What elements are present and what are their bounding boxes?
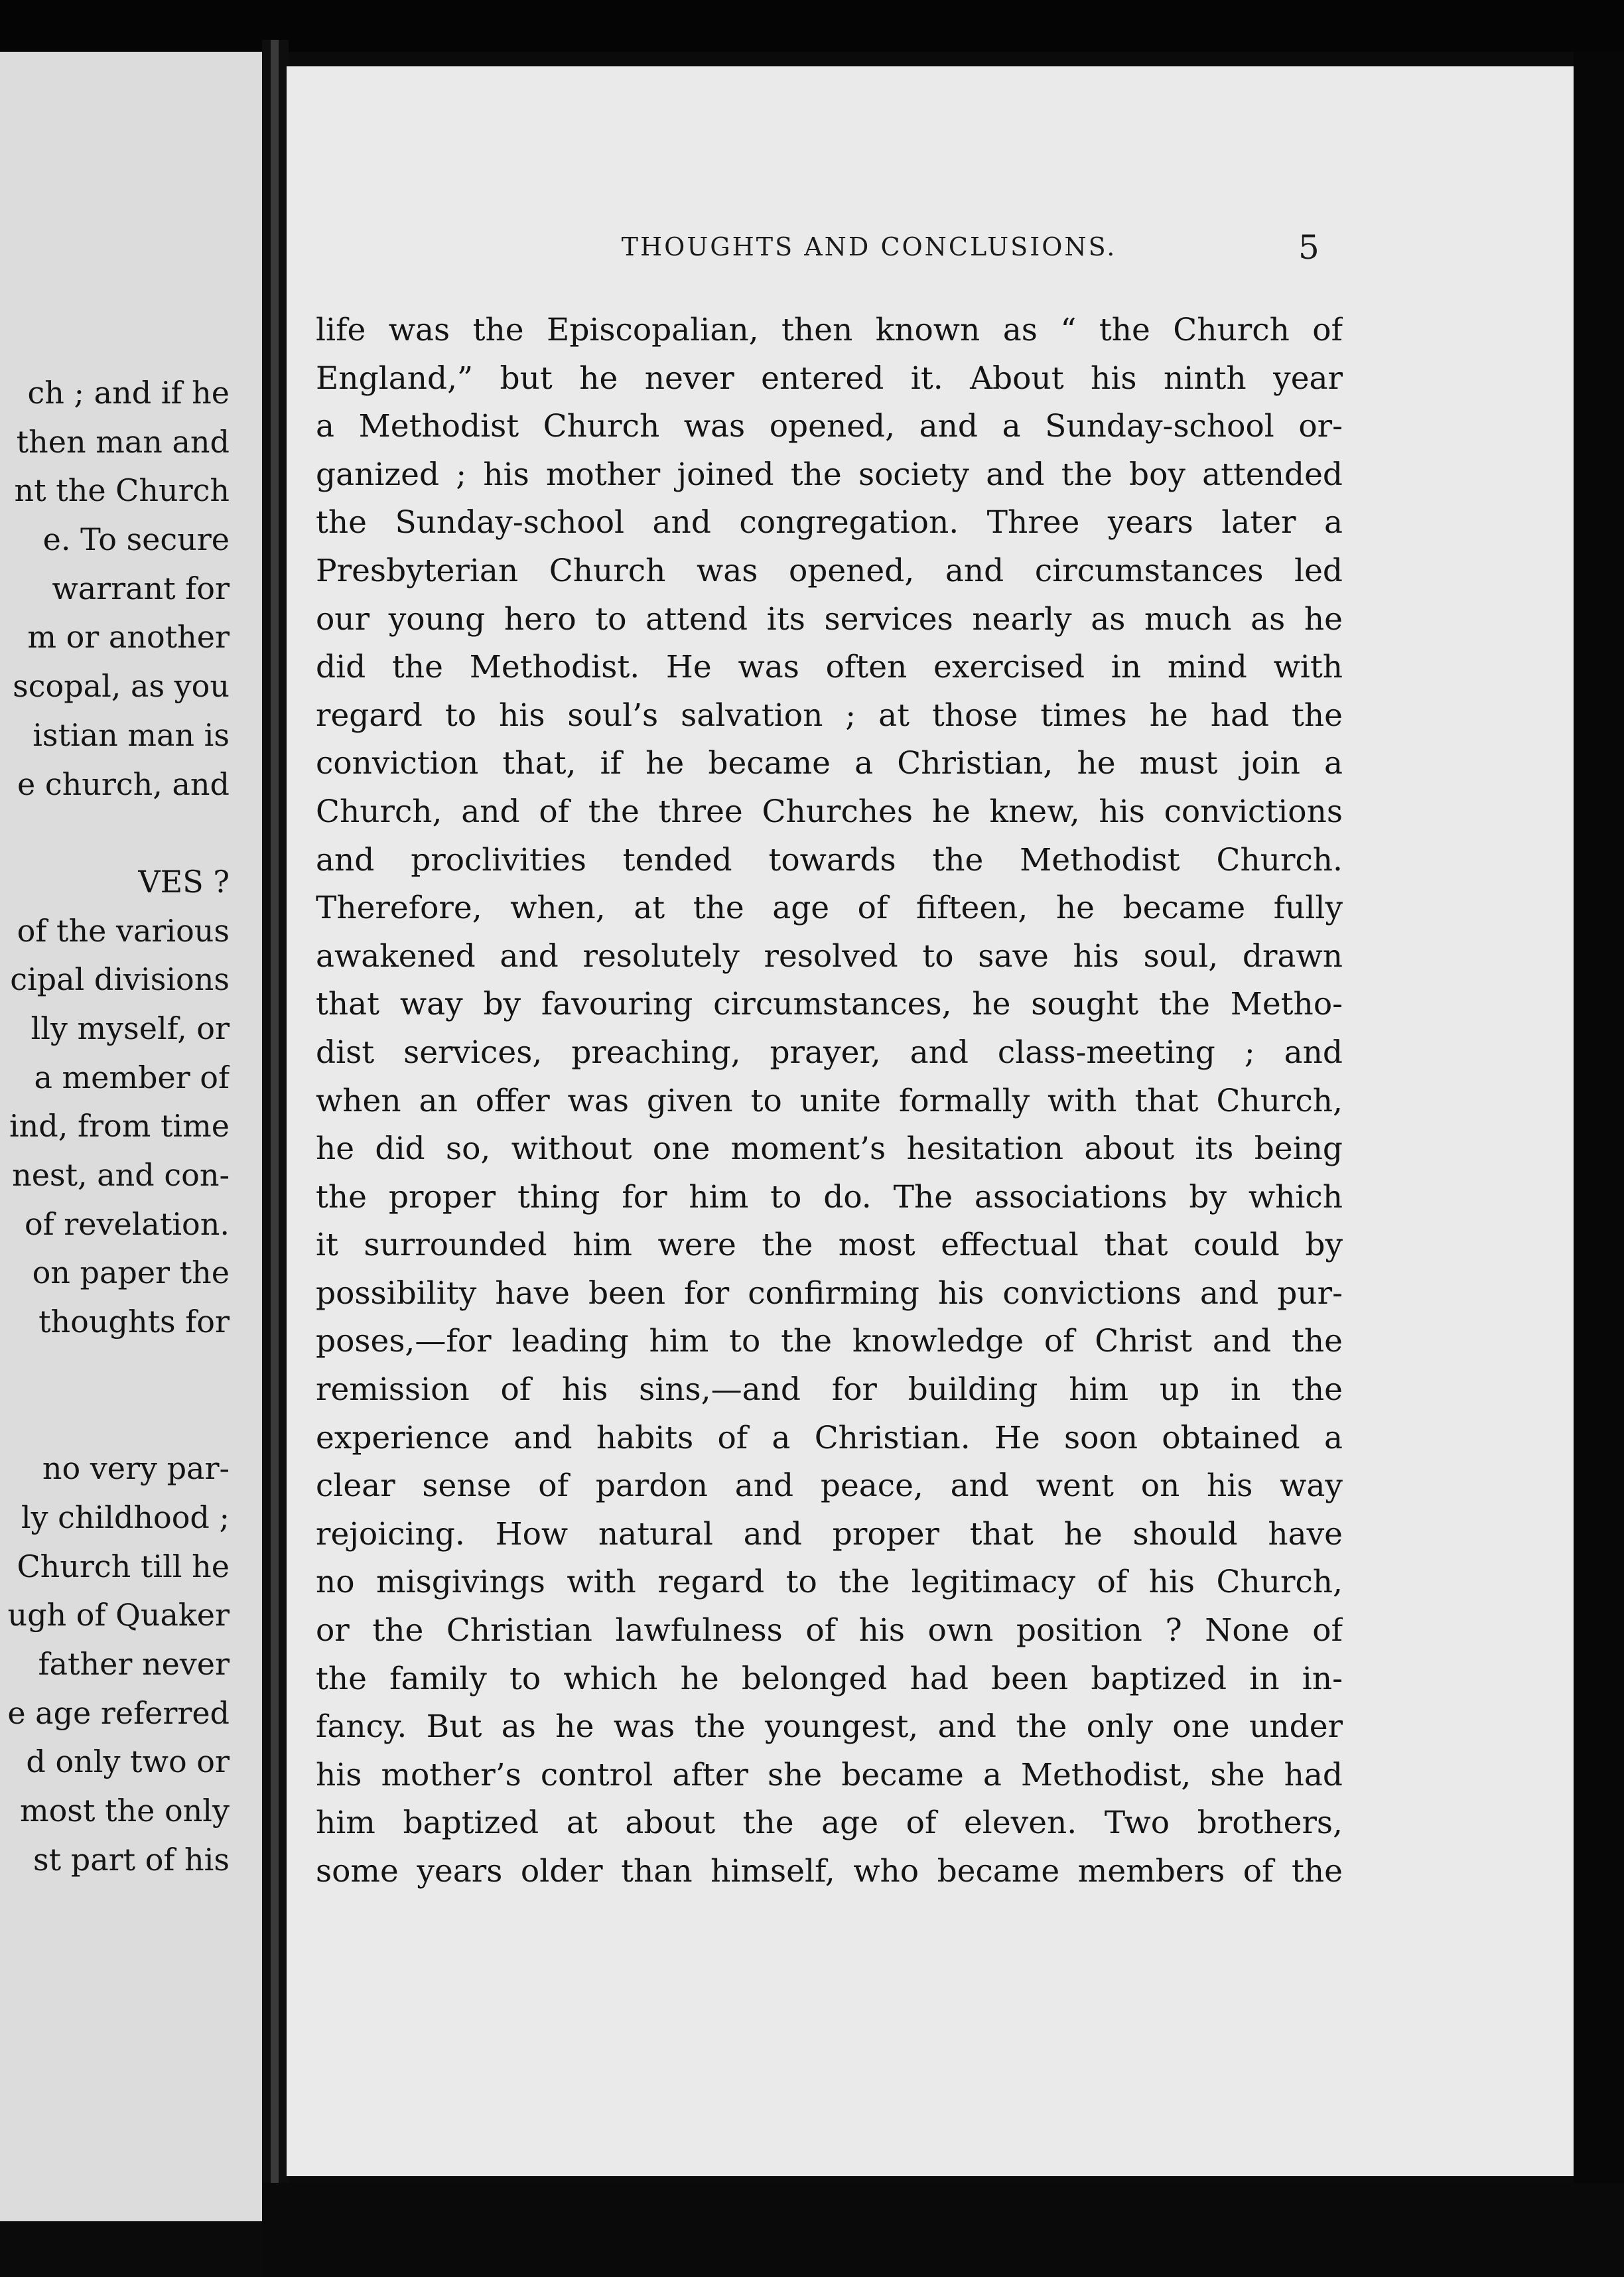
- text-line: that way by favouring circumstances, he sought the Metho-: [316, 986, 1343, 1023]
- text-line: Church, and of the three Churches he knew, his convictions: [316, 793, 1343, 830]
- text-line: regard to his soul’s salvation ; at those times he had the: [316, 697, 1343, 734]
- left-page-line: [0, 1395, 230, 1444]
- left-page-line: warrant for: [52, 570, 230, 606]
- left-page-line: most the only: [19, 1792, 230, 1828]
- left-page-line: [0, 809, 230, 858]
- left-page-line: no very par-: [42, 1450, 230, 1487]
- text-line: the family to which he belonged had been baptized in in-: [316, 1660, 1343, 1697]
- text-line: rejoicing. How natural and proper that he should have: [316, 1515, 1343, 1552]
- text-line: ganized ; his mother joined the society and the boy attended: [316, 456, 1343, 493]
- text-line: when an offer was given to unite formally with that Church,: [316, 1082, 1343, 1119]
- text-line: possibility have been for confirming his convictions and pur-: [316, 1275, 1343, 1312]
- text-line: he did so, without one moment’s hesitation about its being: [316, 1131, 1343, 1168]
- text-line: life was the Episcopalian, then known as “ the Church of: [316, 312, 1343, 348]
- gutter-line: [271, 40, 279, 2229]
- text-line: England,” but he never entered it. About his ninth year: [316, 360, 1343, 397]
- running-head: THOUGHTS AND CONCLUSIONS.: [621, 232, 1117, 261]
- right-scan-border: [1574, 52, 1624, 2277]
- text-line: no misgivings with regard to the legitimacy of his Church,: [316, 1564, 1343, 1601]
- left-page-line: e. To secure: [42, 521, 230, 558]
- left-page-line: ind, from time: [9, 1108, 230, 1144]
- text-line: the proper thing for him to do. The associations by which: [316, 1178, 1343, 1215]
- left-page-line: [0, 1347, 230, 1396]
- left-page-line: ch ; and if he: [27, 375, 230, 411]
- left-page-line: st part of his: [33, 1841, 230, 1878]
- text-line: it surrounded him were the most effectual that could by: [316, 1227, 1343, 1264]
- left-page-line: of the various: [17, 912, 230, 949]
- left-page-line: e church, and: [17, 766, 230, 802]
- top-scan-border: [0, 0, 1624, 52]
- bottom-scan-border: [262, 2183, 1624, 2277]
- left-page-line: on paper the: [32, 1255, 230, 1291]
- left-page-line: Church till he: [17, 1548, 230, 1584]
- left-page-line: VES ?: [138, 863, 230, 900]
- text-line: Therefore, when, at the age of fifteen, he became fully: [316, 890, 1343, 927]
- text-line: did the Methodist. He was often exercised in mind with: [316, 649, 1343, 686]
- text-line: remission of his sins,—and for building him up in the: [316, 1371, 1343, 1409]
- left-page-line: nt the Church: [14, 472, 230, 509]
- left-page-line: then man and: [16, 423, 230, 460]
- left-page: [0, 52, 262, 2221]
- right-page: [287, 66, 1574, 2176]
- left-page-line: ugh of Quaker: [7, 1597, 230, 1633]
- left-page-line: ly childhood ;: [21, 1499, 230, 1535]
- text-line: experience and habits of a Christian. He soon obtained a: [316, 1419, 1343, 1456]
- left-page-line: e age referred: [7, 1694, 230, 1731]
- left-page-line: nest, and con-: [12, 1157, 230, 1193]
- text-line: his mother’s control after she became a Methodist, she had: [316, 1756, 1343, 1793]
- body-text: [316, 307, 1343, 1896]
- left-page-line: cipal divisions: [10, 961, 230, 998]
- text-line: dist services, preaching, prayer, and class-meeting ; and: [316, 1034, 1343, 1071]
- left-page-line: a member of: [34, 1059, 230, 1095]
- text-line: some years older than himself, who became members of the: [316, 1853, 1343, 1890]
- text-line: him baptized at about the age of eleven. Two brothers,: [316, 1805, 1343, 1842]
- left-page-line: father never: [38, 1645, 230, 1682]
- text-line: our young hero to attend its services nearly as much as he: [316, 600, 1343, 638]
- left-page-line: istian man is: [33, 717, 230, 753]
- text-line: and proclivities tended towards the Methodist Church.: [316, 841, 1343, 878]
- left-page-line: lly myself, or: [31, 1010, 230, 1046]
- left-page-line: scopal, as you: [13, 668, 230, 705]
- text-line: conviction that, if he became a Christian, he must join a: [316, 745, 1343, 782]
- text-line: the Sunday-school and congregation. Three years later a: [316, 504, 1343, 541]
- left-page-line: d only two or: [26, 1744, 230, 1780]
- left-page-line: m or another: [27, 619, 230, 656]
- left-page-text: [0, 369, 230, 1884]
- text-line: Presbyterian Church was opened, and circumstances led: [316, 552, 1343, 589]
- text-line: clear sense of pardon and peace, and went on his way: [316, 1468, 1343, 1505]
- left-page-line: thoughts for: [38, 1304, 230, 1340]
- text-line: poses,—for leading him to the knowledge of Christ and the: [316, 1323, 1343, 1360]
- left-page-line: of revelation.: [24, 1206, 230, 1242]
- page-number: 5: [1298, 228, 1320, 267]
- text-line: awakened and resolutely resolved to save his soul, drawn: [316, 937, 1343, 975]
- text-line: a Methodist Church was opened, and a Sunday-school or-: [316, 408, 1343, 445]
- text-line: or the Christian lawfulness of his own position ? None of: [316, 1612, 1343, 1649]
- text-line: fancy. But as he was the youngest, and the only one under: [316, 1708, 1343, 1746]
